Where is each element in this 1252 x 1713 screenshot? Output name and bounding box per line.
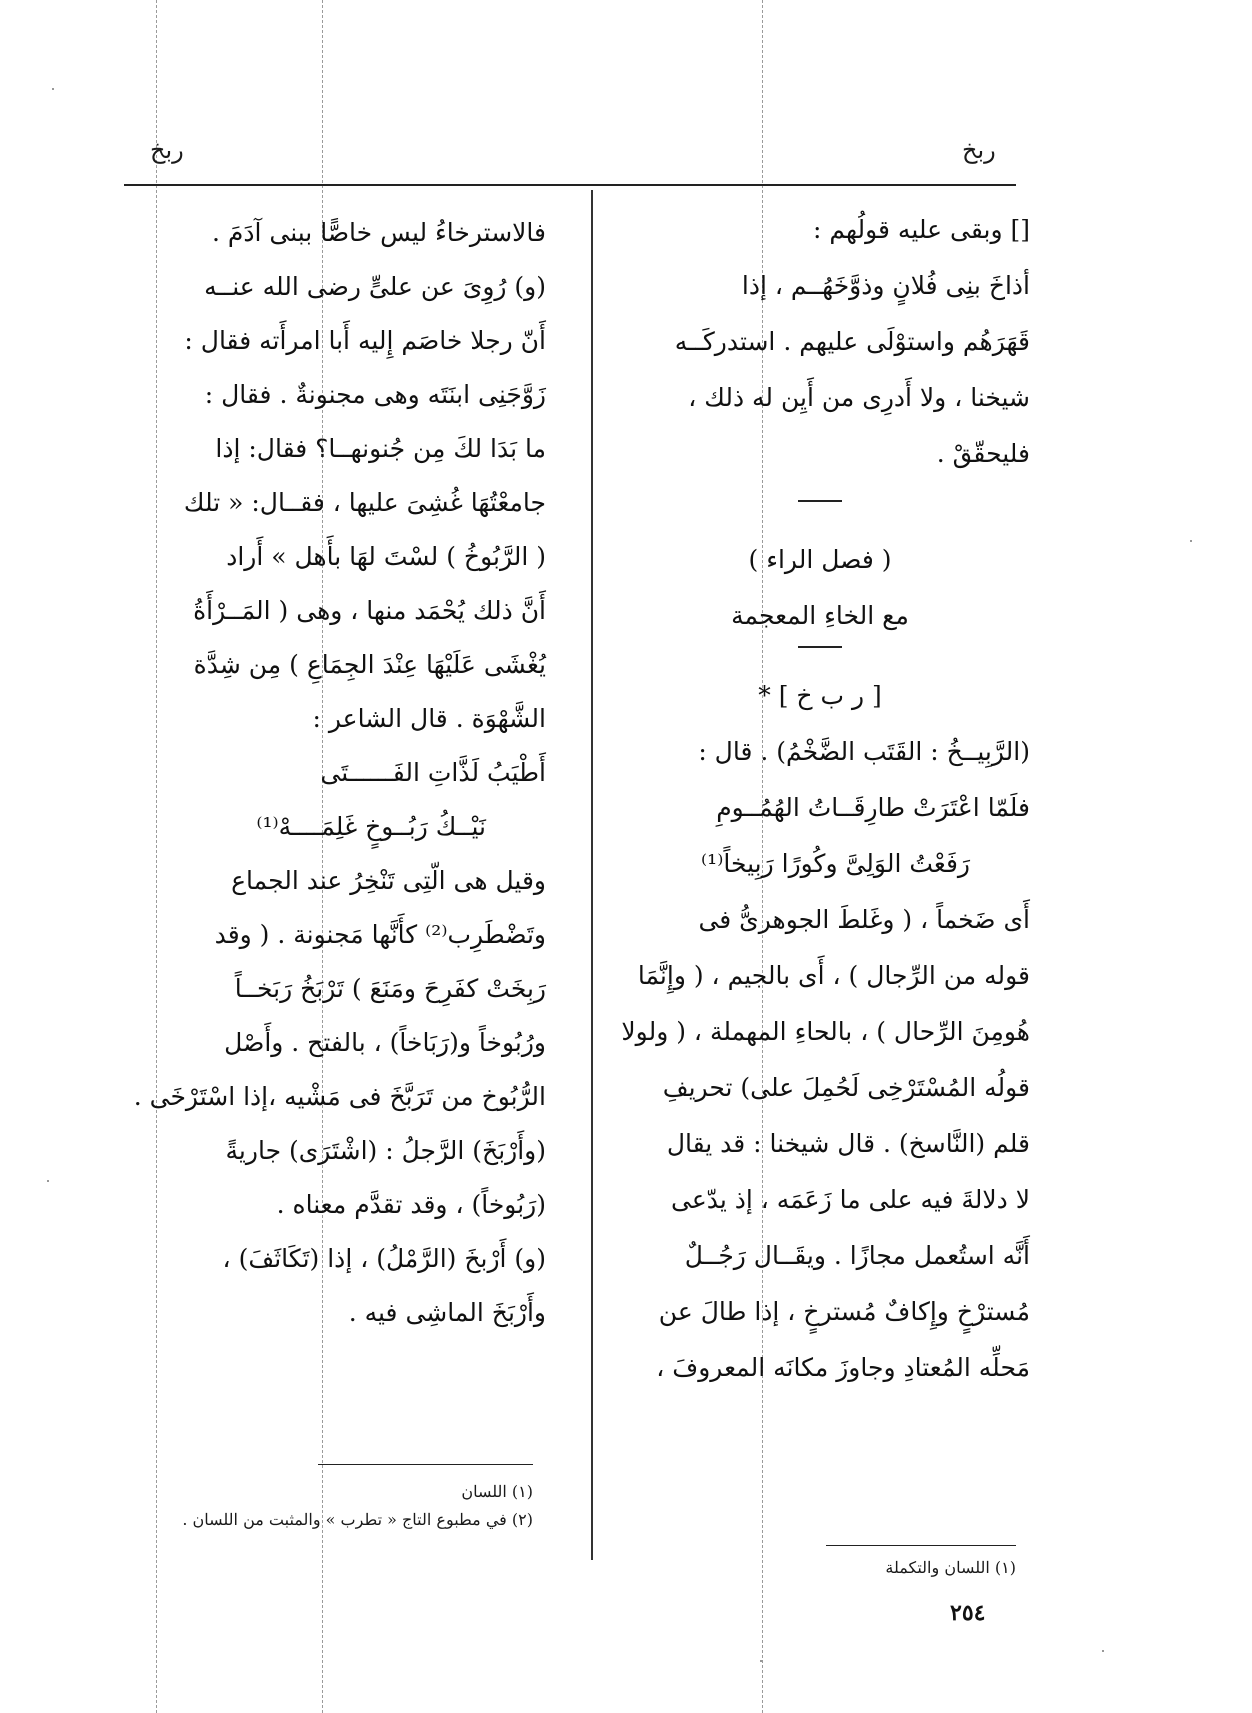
text-line: شيخنا ، ولا أَدرِى من أَيِن له ذلك ، (688, 383, 1030, 412)
text-line: الرُّبُوخ من تَرَبَّخَ فى مَشْيه ،إذا اسْتَرْخَى . (133, 1082, 546, 1111)
section-separator-2 (798, 646, 842, 648)
text-line: ما بَدَا لكَ مِن جُنونهــا؟ فقال: إذا (215, 434, 546, 463)
right-column (610, 202, 1030, 1396)
section-subtitle: مع الخاءِ المعجمة (731, 601, 909, 630)
text-line: زَوَّجَنِى ابنَتَه وهى مجنونةٌ . فقال : (204, 380, 546, 409)
header-rule (124, 184, 1016, 186)
verse-line: فلَمّا اعْتَرَتْ طارِقَــاتُ الهُمُــومِ (716, 793, 1030, 822)
entry-heading: [ ر ب خ ] * (758, 681, 882, 710)
text-line: قوله من الرِّجال ) ، أَى بالجيم ، ( وإِنَّمَا (637, 961, 1030, 990)
footnote-left-2: (٢) في مطبوع التاج « تطرب » والمثبت من اللسان . (182, 1510, 533, 1529)
text-line: [] وبقى عليه قولُهم : (812, 215, 1030, 244)
scan-speck (1190, 540, 1192, 542)
text-line: جامعْتُهَا غُشِىَ عليها ، فقــال: « تلك (183, 488, 546, 517)
text-line: وتَضْطَرِب⁽²⁾ كأَنَّها مَجنونة . ( وقد (214, 920, 546, 949)
footnote-left-1: (١) اللسان (461, 1482, 533, 1501)
text-line: قَهَرَهُم واستوْلَى عليهم . استدركَــه (674, 327, 1030, 356)
page-number: ٢٥٤ (950, 1600, 986, 1626)
scan-speck (1102, 1650, 1104, 1652)
text-line: ( الرَّبُوخُ ) لسْتَ لهَا بأَهل » أَراد (226, 542, 546, 571)
scan-speck (47, 1180, 49, 1182)
text-line: فالاسترخاءُ ليس خاصًّا ببنى آدَمَ . (211, 218, 546, 247)
text-line: لا دلالةَ فيه على ما زَعَمَه ، إذ يدّعى (670, 1185, 1030, 1214)
verse-line: أَطْيَبُ لَذَّاتِ الفَــــــتَى (320, 758, 546, 787)
header-root-left: ربخ (150, 136, 184, 164)
footnote-rule-left (318, 1464, 533, 1465)
text-line: أَنّ رجلا خاصَم إِليه أَبا امرأَته فقال : (184, 326, 546, 355)
verse-line: رَفَعْتُ الوَلِىَّ وكُورًا رَبِيخاً⁽¹⁾ (701, 849, 970, 878)
section-title: ( فصل الراء ) (748, 545, 892, 574)
header-root-right: ربخ (962, 136, 996, 164)
footnote-rule-right (826, 1545, 1016, 1546)
text-line: هُومِنَ الرِّحال ) ، بالحاءِ المهملة ، ( ولولا (621, 1017, 1030, 1046)
text-line: (الرَّبِيــخُ : القَتَب الضَّخْمُ) . قال : (698, 737, 1030, 766)
text-line: (رَبُوخاً) ، وقد تقدَّم معناه . (276, 1190, 546, 1219)
left-column (106, 206, 546, 1340)
text-line: أذاخَ بنِى فُلانٍ وذوَّخَهُــم ، إذا (741, 271, 1030, 300)
text-line: وأَرْبَخَ الماشِى فيه . (348, 1298, 546, 1327)
footnote-right-1: (١) اللسان والتكملة (885, 1558, 1016, 1577)
text-line: مَحلِّه المُعتادِ وجاوزَ مكانَه المعروفَ ، (656, 1353, 1030, 1382)
text-line: أَى ضَخماً ، ( وغَلطَ الجوهرىُّ فى (698, 905, 1030, 934)
text-line: وقيل هى الّتِى تَنْخِرُ عند الجماع (231, 866, 546, 895)
text-line: يُغْشَى عَلَيْهَا عِنْدَ الجِمَاعِ ) مِن شِدَّة (193, 650, 546, 679)
text-line: أَنَّه استُعمل مجازًا . ويقَــال رَجُــلٌ (684, 1241, 1030, 1270)
verse-line: نَيْــكُ رَبُــوخٍ غَلِمَــــهْ⁽¹⁾ (256, 812, 486, 841)
text-line: ورُبُوخاً و(رَبَاخاً) ، بالفتح . وأَصْل (224, 1028, 546, 1057)
text-line: رَبِخَتْ كفَرِحَ ومَنَعَ ) تَرْبَخُ رَبَخــاً (234, 974, 546, 1003)
text-line: أَنَّ ذلك يُحْمَد منها ، وهى ( المَــرْأَةُ (193, 596, 546, 625)
scan-speck (760, 1660, 762, 1662)
text-line: الشَّهْوَة . قال الشاعر : (312, 704, 546, 733)
scan-speck (52, 88, 54, 90)
text-line: فليحقّقْ . (936, 439, 1030, 468)
text-line: (و) أَرْبخَ (الرَّمْلُ) ، إذا (تَكَاثَفَ) ، (222, 1244, 546, 1273)
section-separator (798, 500, 842, 502)
column-divider (591, 190, 593, 1560)
text-line: قولُه المُسْتَرْخِى لَحُمِلَ على) تحريفِ (662, 1073, 1030, 1102)
text-line: قلم (النَّاسخ) . قال شيخنا : قد يقال (666, 1129, 1030, 1158)
text-line: مُسترْخٍ وإِكافٌ مُسترخٍ ، إذا طالَ عن (658, 1297, 1030, 1326)
text-line: (وأَرْبَخَ) الرَّجلُ : (اشْتَرَى) جاريةً (225, 1136, 546, 1165)
text-line: (و) رُوِىَ عن علىٍّ رضى الله عنــه (204, 272, 546, 301)
